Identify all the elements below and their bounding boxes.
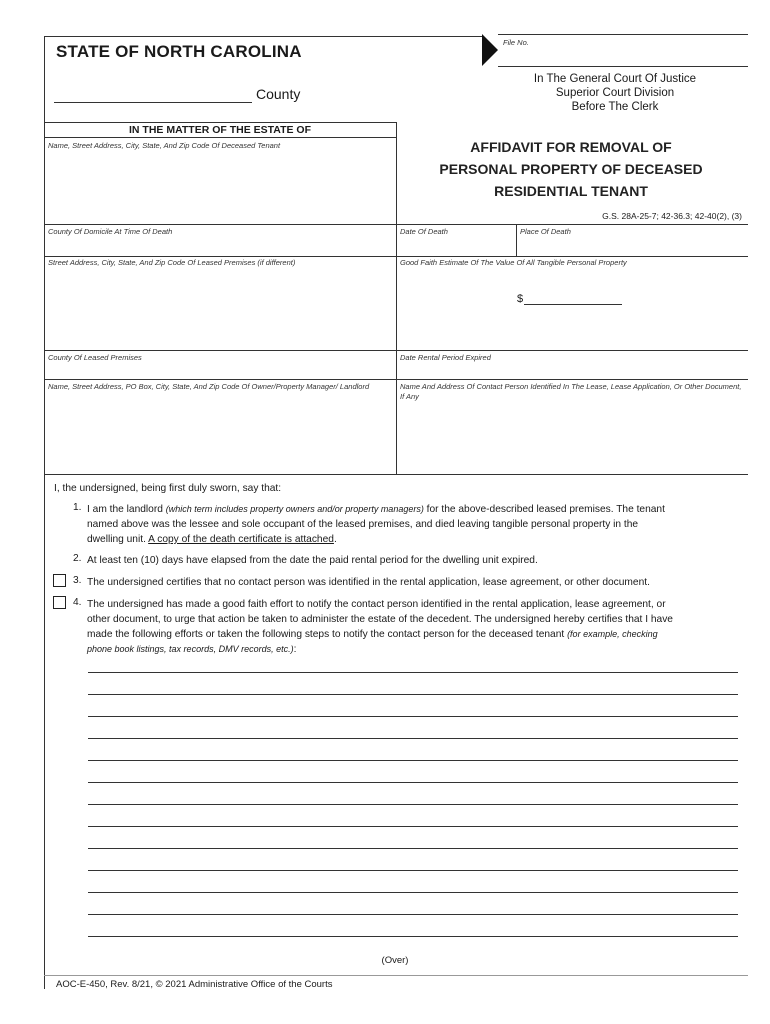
efforts-line-3[interactable] <box>88 716 738 717</box>
s4-line4-colon: : <box>293 644 297 655</box>
contact-person-field[interactable] <box>398 404 746 472</box>
court-line-1: In The General Court Of Justice <box>533 73 697 85</box>
county-leased-field[interactable] <box>46 364 394 378</box>
statement-3: The undersigned certifies that no contact person was identified in the rental application, lease agreement, or other document. <box>87 577 650 588</box>
statement-2: At least ten (10) days have elapsed from the date the paid rental period for the dwelling unit expired. <box>87 555 538 566</box>
efforts-line-10[interactable] <box>88 870 738 871</box>
death-certificate-note: A copy of the death certificate is attached <box>148 534 334 545</box>
s1-text-b: (which term includes property owners and/or property managers) <box>165 504 424 514</box>
county-label: County <box>256 86 301 102</box>
efforts-line-4[interactable] <box>88 738 738 739</box>
efforts-line-9[interactable] <box>88 848 738 849</box>
title-line-2: PERSONAL PROPERTY OF DECEASED <box>439 161 703 177</box>
grid-left <box>44 122 45 475</box>
grid-heading-under <box>44 137 396 138</box>
grid-bottom <box>44 474 748 475</box>
title-line-3: RESIDENTIAL TENANT <box>494 183 648 199</box>
leased-premises-field[interactable] <box>46 270 394 348</box>
statement-3-checkbox[interactable] <box>53 574 66 587</box>
body-left-border <box>44 474 45 989</box>
s4-line4-examples: phone book listings, tax records, DMV records, etc.) <box>87 644 294 654</box>
file-no-underline <box>498 66 748 67</box>
efforts-line-12[interactable] <box>88 914 738 915</box>
statement-2-number: 2. <box>73 553 82 564</box>
efforts-line-1[interactable] <box>88 672 738 673</box>
file-no-arrow-icon <box>482 34 500 68</box>
landlord-label: Name, Street Address, PO Box, City, State, And Zip Code Of Owner/Property Manager/ Landlord <box>48 382 370 391</box>
efforts-line-7[interactable] <box>88 804 738 805</box>
estate-heading: IN THE MATTER OF THE ESTATE OF <box>129 124 311 136</box>
statement-4-line-4 <box>87 642 747 657</box>
deceased-tenant-field[interactable] <box>46 152 394 222</box>
court-division <box>505 72 725 114</box>
row1-top <box>44 224 748 225</box>
date-rental-expired-label: Date Rental Period Expired <box>400 353 491 362</box>
row3-top <box>44 350 748 351</box>
s1-text-c: for the above-described leased premises. The tenant <box>423 504 665 515</box>
death-divider <box>516 224 517 256</box>
county-domicile-label: County Of Domicile At Time Of Death <box>48 227 173 236</box>
court-line-2: Superior Court Division <box>555 87 675 99</box>
contact-person-label: Name And Address Of Contact Person Identified In The Lease, Lease Application, Or Other Document, If Any <box>400 382 742 401</box>
county-blank[interactable] <box>54 102 252 103</box>
date-rental-expired-field[interactable] <box>398 364 746 378</box>
grid-top <box>44 122 396 123</box>
efforts-line-8[interactable] <box>88 826 738 827</box>
place-of-death-label: Place Of Death <box>520 227 571 236</box>
efforts-line-5[interactable] <box>88 760 738 761</box>
statute-reference: G.S. 28A-25-7; 42-36.3; 42-40(2), (3) <box>602 211 742 221</box>
statement-4-number: 4. <box>73 597 82 608</box>
statement-4-line-1: The undersigned has made a good faith effort to notify the contact person identified in the rental application, lease agreement, or <box>87 599 666 610</box>
footer-rule <box>44 975 748 976</box>
efforts-line-11[interactable] <box>88 892 738 893</box>
form-id: AOC-E-450, Rev. 8/21, © 2021 Administrative Office of the Courts <box>56 979 333 990</box>
deceased-tenant-label: Name, Street Address, City, State, And Zip Code Of Deceased Tenant <box>48 141 281 150</box>
top-border-right <box>498 34 748 35</box>
s4-line3-a: made the following efforts or taken the following steps to notify the contact person for the deceased tenant <box>87 629 568 640</box>
intro-statement: I, the undersigned, being first duly sworn, say that: <box>54 483 282 494</box>
over-note: (Over) <box>381 955 409 966</box>
s4-line3-b: (for example, checking <box>567 629 658 639</box>
file-no-label: File No. <box>503 38 529 47</box>
efforts-line-6[interactable] <box>88 782 738 783</box>
dollar-sign: $ <box>517 293 524 305</box>
affidavit-title <box>406 136 736 202</box>
county-domicile-field[interactable] <box>46 237 394 255</box>
value-estimate-label: Good Faith Estimate Of The Value Of All Tangible Personal Property <box>400 258 627 267</box>
state-title: STATE OF NORTH CAROLINA <box>56 42 302 61</box>
value-amount-blank[interactable] <box>524 304 622 305</box>
top-border-left <box>44 36 482 37</box>
place-of-death-field[interactable] <box>518 237 746 255</box>
row2-top <box>44 256 748 257</box>
statement-3-number: 3. <box>73 575 82 586</box>
title-line-1: AFFIDAVIT FOR REMOVAL OF <box>470 139 672 155</box>
row4-top <box>44 379 748 380</box>
grid-mid <box>396 122 397 475</box>
date-of-death-label: Date Of Death <box>400 227 448 236</box>
statement-4 <box>87 597 747 657</box>
statement-1 <box>87 502 747 547</box>
court-line-3: Before The Clerk <box>571 101 659 113</box>
s1-text-a: I am the landlord <box>87 504 166 515</box>
statement-1-line-1 <box>87 502 747 517</box>
left-border-top <box>44 36 45 122</box>
s1-line3-c: . <box>333 534 337 545</box>
efforts-line-13[interactable] <box>88 936 738 937</box>
landlord-field[interactable] <box>46 404 394 472</box>
statement-1-line-2: named above was the lessee and sole occupant of the leased premises, and died leaving tangible personal property in the <box>87 519 639 530</box>
s1-line3-a: dwelling unit. <box>87 534 149 545</box>
statement-4-line-2: other document, to urge that action be taken to administer the estate of the decedent. The undersigned hereby certifies that I have <box>87 614 673 625</box>
county-leased-label: County Of Leased Premises <box>48 353 142 362</box>
statement-4-checkbox[interactable] <box>53 596 66 609</box>
efforts-line-2[interactable] <box>88 694 738 695</box>
statement-1-number: 1. <box>73 502 82 513</box>
statement-4-line-3 <box>87 627 747 642</box>
leased-premises-label: Street Address, City, State, And Zip Code Of Leased Premises (if different) <box>48 258 296 267</box>
statement-1-line-3 <box>87 532 747 547</box>
date-of-death-field[interactable] <box>398 237 514 255</box>
